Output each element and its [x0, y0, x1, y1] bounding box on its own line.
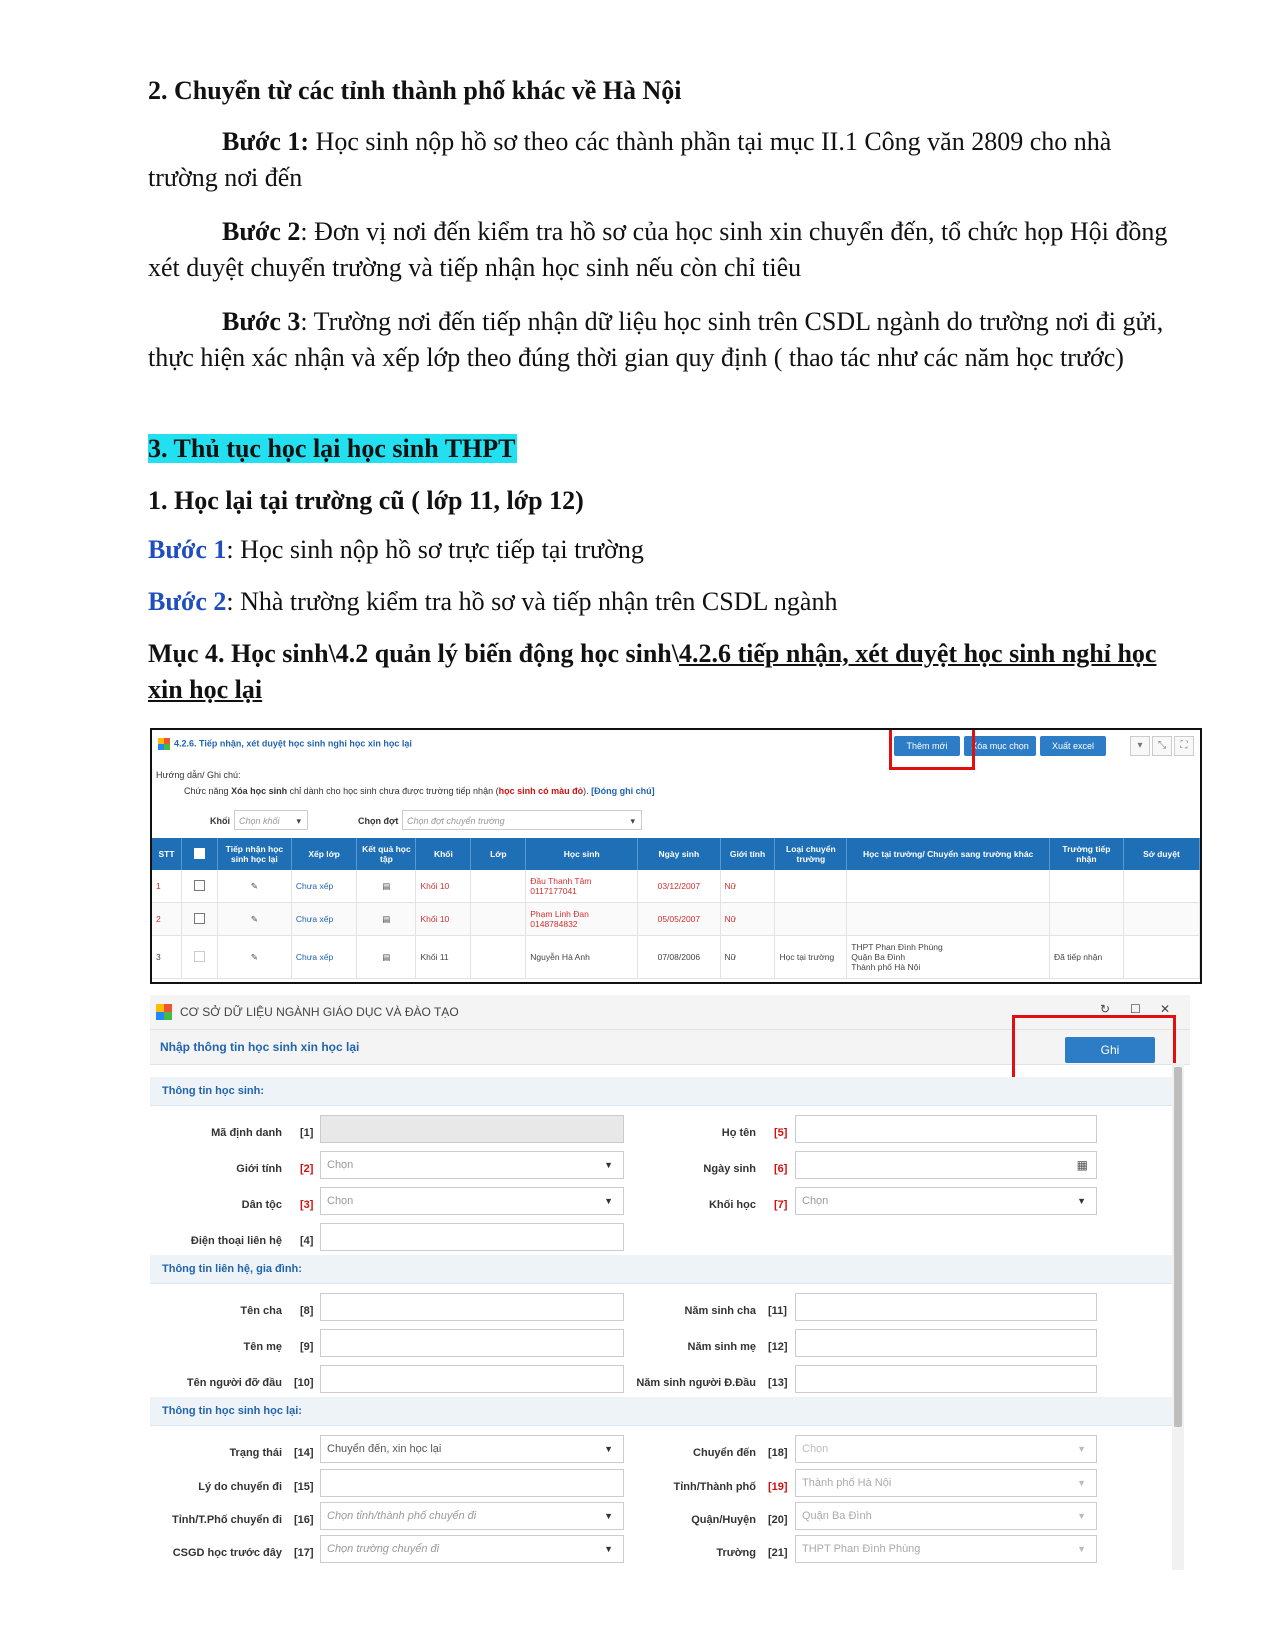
cell-dob: 07/08/2006 — [638, 936, 720, 979]
step-2-paragraph — [148, 214, 1178, 286]
calendar-icon[interactable]: ▦ — [1076, 1158, 1088, 1172]
field-num: [17] — [294, 1547, 314, 1559]
col-header: Loại chuyển trường — [775, 838, 847, 870]
edit-pencil-icon[interactable]: ✎ — [217, 936, 291, 979]
cell-transfer-type — [775, 903, 847, 936]
menu-path — [148, 636, 1188, 708]
delete-selected-button[interactable]: Xóa mục chọn — [964, 736, 1036, 756]
field-num: [4] — [300, 1235, 314, 1247]
province-from-select[interactable] — [320, 1502, 624, 1530]
cell-dept-approval — [1123, 903, 1199, 936]
section-title: Thông tin học sinh: — [162, 1085, 265, 1097]
maximize-icon[interactable]: ☐ — [1130, 1002, 1141, 1016]
cell-class — [471, 903, 526, 936]
cell-stt: 2 — [152, 903, 182, 936]
app-logo-icon — [156, 1004, 172, 1020]
form-scrollbar[interactable] — [1172, 1063, 1184, 1570]
district-select[interactable] — [795, 1502, 1097, 1530]
col-header: Xếp lớp — [291, 838, 356, 870]
col-header: Ngày sinh — [638, 838, 720, 870]
section-relearn-info — [150, 1397, 1172, 1426]
field-label-dob: Ngày sinh — [703, 1163, 756, 1175]
section-family-info — [150, 1255, 1172, 1284]
school-line-1: THPT Phan Đình Phùng — [851, 942, 943, 952]
caret-down-icon: ▾ — [296, 816, 301, 826]
school-line-3: Thành phố Hà Nội — [851, 962, 921, 972]
collapse-icon[interactable]: ⤡ — [1152, 736, 1172, 756]
field-num: [3] — [300, 1199, 314, 1211]
batch-filter-value: Chọn đợt chuyển trường — [407, 816, 505, 826]
field-num: [5] — [774, 1127, 788, 1139]
cell-gender: Nữ — [720, 870, 775, 903]
field-num: [20] — [768, 1514, 788, 1526]
guide-note-title: Hướng dẫn/ Ghi chú: — [156, 770, 241, 780]
field-label-phone: Điện thoại liên hệ — [190, 1235, 282, 1247]
relearn-step-1 — [148, 532, 1178, 568]
field-label-mother: Tên mẹ — [243, 1341, 282, 1353]
cell-dob: 05/05/2007 — [638, 903, 720, 936]
relearn-step-2-text: : Nhà trường kiểm tra hồ sơ và tiếp nhận trên CSDL ngành — [226, 587, 838, 616]
table-header-row — [152, 838, 1200, 870]
cell-transfer-type: Học tại trường — [775, 936, 847, 979]
caret-down-icon: ▼ — [604, 1544, 613, 1554]
step-1-paragraph — [148, 124, 1178, 196]
field-label-grade: Khối học — [708, 1199, 756, 1211]
col-header: Trường tiếp nhận — [1049, 838, 1123, 870]
transfer-to-select[interactable] — [795, 1435, 1097, 1463]
app-title: CƠ SỞ DỮ LIỆU NGÀNH GIÁO DỤC VÀ ĐÀO TẠO — [180, 1005, 459, 1019]
col-header: Khối — [416, 838, 471, 870]
export-excel-button[interactable]: Xuất excel — [1040, 736, 1106, 756]
cell-class-assign[interactable]: Chưa xếp — [291, 870, 356, 903]
mother-name-field[interactable] — [320, 1329, 624, 1357]
close-note-link[interactable]: [Đóng ghi chú] — [591, 786, 655, 796]
relearn-step-2 — [148, 584, 1178, 620]
relearn-step-1-text: : Học sinh nộp hồ sơ trực tiếp tại trường — [226, 535, 644, 564]
district-value: Quận Ba Đình — [802, 1510, 872, 1522]
caret-down-icon: ▼ — [1077, 1196, 1086, 1206]
caret-down-icon: ▼ — [604, 1196, 613, 1206]
grade-filter-label: Khối — [210, 816, 230, 826]
cell-class — [471, 870, 526, 903]
col-header: Sở duyệt — [1123, 838, 1199, 870]
grade-filter-select[interactable] — [234, 810, 308, 830]
field-label-district: Quận/Huyện — [691, 1514, 756, 1526]
field-num: [21] — [768, 1547, 788, 1559]
field-label-transfer-to: Chuyển đến — [693, 1447, 756, 1459]
field-num: [7] — [774, 1199, 788, 1211]
step-3-label: Bước 3 — [222, 307, 301, 336]
refresh-icon[interactable]: ↻ — [1100, 1002, 1111, 1016]
col-header: Lớp — [471, 838, 526, 870]
field-num: [16] — [294, 1514, 314, 1526]
field-label-school: Trường — [716, 1547, 756, 1559]
cell-received — [1049, 903, 1123, 936]
father-name-field[interactable] — [320, 1293, 624, 1321]
field-label-status: Trạng thái — [229, 1447, 282, 1459]
section-heading-2: 2. Chuyển từ các tỉnh thành phố khác về Hà Nội — [148, 76, 682, 105]
field-label-reason: Lý do chuyển đi — [198, 1481, 282, 1493]
field-label-father: Tên cha — [240, 1305, 282, 1317]
caret-down-icon: ▼ — [1077, 1544, 1086, 1554]
fullname-field[interactable] — [795, 1115, 1097, 1143]
batch-filter-select[interactable] — [402, 810, 642, 830]
edit-pencil-icon[interactable]: ✎ — [217, 903, 291, 936]
cell-grade: Khối 11 — [416, 936, 471, 979]
form-title: Nhập thông tin học sinh xin học lại — [160, 1040, 360, 1054]
list-title-text: 4.2.6. Tiếp nhận, xét duyệt học sinh nghỉ học xin học lại — [174, 738, 412, 749]
field-num: [10] — [294, 1377, 314, 1389]
prev-school-select[interactable] — [320, 1535, 624, 1563]
gender-value: Chọn — [327, 1159, 354, 1171]
caret-down-icon: ▼ — [604, 1160, 613, 1170]
fullscreen-icon[interactable]: ⛶ — [1174, 736, 1194, 756]
step-1-text: Học sinh nộp hồ sơ theo các thành phần tại mục II.1 Công văn 2809 cho nhà trường nơi đến — [148, 127, 1112, 192]
note-part-b: Xóa học sinh — [231, 786, 288, 796]
table-row[interactable] — [152, 936, 1200, 979]
cell-student — [526, 870, 638, 903]
cell-gender: Nữ — [720, 903, 775, 936]
student-name: Đầu Thanh Tâm — [530, 876, 592, 886]
cell-school — [847, 870, 1050, 903]
section-heading-3 — [148, 434, 517, 464]
cell-stt: 1 — [152, 870, 182, 903]
highlighted-heading: 3. Thủ tục học lại học sinh THPT — [148, 434, 516, 463]
cell-received — [1049, 870, 1123, 903]
col-header: Học sinh — [526, 838, 638, 870]
cell-student — [526, 936, 638, 979]
relearn-step-1-label: Bước 1 — [148, 535, 227, 564]
caret-down-icon: ▼ — [1077, 1478, 1086, 1488]
form-screenshot — [150, 995, 1190, 1570]
section-title: Thông tin học sinh học lại: — [162, 1405, 302, 1417]
cell-dept-approval — [1123, 870, 1199, 903]
row-checkbox[interactable] — [182, 870, 218, 903]
prev-school-value: Chọn trường chuyển đi — [327, 1543, 440, 1555]
field-label-province: Tỉnh/Thành phố — [673, 1481, 756, 1493]
caret-down-icon: ▼ — [604, 1444, 613, 1454]
results-doc-icon[interactable]: ▤ — [357, 903, 416, 936]
dob-field[interactable] — [795, 1151, 1097, 1179]
ethnicity-value: Chọn — [327, 1195, 354, 1207]
field-label-mother-year: Năm sinh mẹ — [687, 1341, 756, 1353]
grade-value: Chọn — [802, 1195, 829, 1207]
province-value: Thành phố Hà Nội — [802, 1477, 892, 1489]
app-logo-icon — [158, 738, 170, 750]
province-from-value: Chọn tỉnh/thành phố chuyển đi — [327, 1510, 477, 1522]
ethnicity-select[interactable] — [320, 1187, 624, 1215]
scrollbar-thumb[interactable] — [1174, 1067, 1182, 1427]
grade-filter-value: Chọn khối — [239, 816, 280, 826]
reason-field[interactable] — [320, 1469, 624, 1497]
field-label-id: Mã định danh — [211, 1127, 282, 1139]
field-num: [13] — [768, 1377, 788, 1389]
section-student-info — [150, 1077, 1172, 1106]
student-name: Phạm Linh Đan — [530, 909, 589, 919]
row-checkbox[interactable] — [182, 903, 218, 936]
menu-path-prefix: Mục 4. Học sinh\4.2 quản lý biến động học sinh\ — [148, 639, 679, 668]
add-new-button[interactable]: Thêm mới — [894, 736, 960, 756]
status-select[interactable] — [320, 1435, 624, 1463]
student-id: 0117177041 — [530, 886, 577, 896]
student-name: Nguyễn Hà Anh — [530, 952, 590, 962]
mother-year-field[interactable] — [795, 1329, 1097, 1357]
guide-note — [184, 786, 655, 796]
field-label-ethnicity: Dân tộc — [241, 1199, 282, 1211]
cell-stt: 3 — [152, 936, 182, 979]
phone-field[interactable] — [320, 1223, 624, 1251]
transfer-to-value: Chọn — [802, 1443, 829, 1455]
field-label-fullname: Họ tên — [721, 1127, 756, 1139]
field-num: [2] — [300, 1163, 314, 1175]
highlight-box — [1012, 1015, 1176, 1085]
step-1-label: Bước 1: — [222, 127, 310, 156]
caret-down-icon: ▼ — [1077, 1511, 1086, 1521]
field-num: [14] — [294, 1447, 314, 1459]
cell-dob: 03/12/2007 — [638, 870, 720, 903]
cell-school — [847, 903, 1050, 936]
close-icon[interactable]: ✕ — [1160, 1002, 1171, 1016]
guardian-name-field[interactable] — [320, 1365, 624, 1393]
school-line-2: Quận Ba Đình — [851, 952, 906, 962]
cell-class-assign[interactable]: Chưa xếp — [291, 936, 356, 979]
gender-select[interactable] — [320, 1151, 624, 1179]
field-label-gender: Giới tính — [236, 1163, 282, 1175]
field-num: [12] — [768, 1341, 788, 1353]
highlight-box — [889, 728, 975, 770]
caret-down-icon: ▾ — [630, 816, 635, 826]
field-num: [8] — [300, 1305, 314, 1317]
cell-class-assign[interactable]: Chưa xếp — [291, 903, 356, 936]
father-year-field[interactable] — [795, 1293, 1097, 1321]
col-header: Giới tính — [720, 838, 775, 870]
step-2-text: : Đơn vị nơi đến kiểm tra hồ sơ của học sinh xin chuyển đến, tổ chức họp Hội đồng xét duyệt chuyển trường và tiếp nhận học sinh nếu còn chỉ tiêu — [148, 217, 1168, 282]
status-value: Chuyển đến, xin học lại — [327, 1443, 442, 1455]
cell-received: Đã tiếp nhận — [1049, 936, 1123, 979]
col-header: STT — [152, 838, 182, 870]
step-3-text: : Trường nơi đến tiếp nhận dữ liệu học sinh trên CSDL ngành do trường nơi đi gửi, thực hiện xác nhận và xếp lớp theo đúng thời gian quy định ( thao tác như các năm học trước) — [148, 307, 1164, 372]
note-part-a: Chức năng — [184, 786, 232, 796]
save-button[interactable]: Ghi — [1065, 1037, 1155, 1063]
select-all-checkbox[interactable] — [182, 838, 218, 870]
chevron-down-icon[interactable]: ▾ — [1130, 736, 1150, 756]
note-part-e: ). — [583, 786, 589, 796]
cell-class — [471, 936, 526, 979]
note-part-d: học sinh có màu đỏ — [498, 786, 584, 796]
row-checkbox[interactable] — [182, 936, 218, 979]
field-num: [18] — [768, 1447, 788, 1459]
field-label-father-year: Năm sinh cha — [684, 1305, 756, 1317]
field-label-province-from: Tỉnh/T.Phố chuyển đi — [172, 1514, 282, 1526]
field-num: [6] — [774, 1163, 788, 1175]
note-part-c: chỉ dành cho học sinh chưa được trường tiếp nhận ( — [287, 786, 499, 796]
cell-grade: Khối 10 — [416, 870, 471, 903]
table-row[interactable] — [152, 903, 1200, 936]
student-id-field — [320, 1115, 624, 1143]
caret-down-icon: ▼ — [604, 1511, 613, 1521]
school-value: THPT Phan Đình Phùng — [802, 1543, 921, 1555]
menu-path-underlined: 4.2.6 tiếp nhận, xét duyệt học sinh nghỉ học xin học lại — [148, 639, 1157, 704]
field-label-guardian-year: Năm sinh người Đ.Đầu — [636, 1377, 756, 1389]
results-doc-icon[interactable]: ▤ — [357, 870, 416, 903]
field-num: [15] — [294, 1481, 314, 1493]
batch-filter-label: Chọn đợt — [358, 816, 399, 826]
cell-grade: Khối 10 — [416, 903, 471, 936]
subheading-relearn-old-school: 1. Học lại tại trường cũ ( lớp 11, lớp 12) — [148, 486, 584, 515]
field-label-guardian: Tên người đỡ đầu — [186, 1377, 282, 1389]
cell-gender: Nữ — [720, 936, 775, 979]
col-header: Tiếp nhận học sinh học lại — [217, 838, 291, 870]
list-title — [158, 738, 412, 750]
step-2-label: Bước 2 — [222, 217, 301, 246]
cell-student — [526, 903, 638, 936]
field-num: [9] — [300, 1341, 314, 1353]
edit-pencil-icon[interactable]: ✎ — [217, 870, 291, 903]
field-num: [19] — [768, 1481, 788, 1493]
section-title: Thông tin liên hệ, gia đình: — [162, 1263, 302, 1275]
guardian-year-field[interactable] — [795, 1365, 1097, 1393]
col-header: Kết quả học tập — [357, 838, 416, 870]
field-num: [1] — [300, 1127, 314, 1139]
student-id: 0148784832 — [530, 919, 578, 929]
caret-down-icon: ▼ — [1077, 1444, 1086, 1454]
cell-transfer-type — [775, 870, 847, 903]
cell-dept-approval — [1123, 936, 1199, 979]
step-3-paragraph — [148, 304, 1178, 376]
province-select[interactable] — [795, 1469, 1097, 1497]
relearn-step-2-label: Bước 2 — [148, 587, 227, 616]
cell-school — [847, 936, 1050, 979]
table-row[interactable] — [152, 870, 1200, 903]
grade-select[interactable] — [795, 1187, 1097, 1215]
field-num: [11] — [768, 1305, 787, 1317]
col-header: Học tại trường/ Chuyển sang trường khác — [847, 838, 1050, 870]
list-screenshot — [150, 728, 1202, 984]
school-select[interactable] — [795, 1535, 1097, 1563]
results-doc-icon[interactable]: ▤ — [357, 936, 416, 979]
students-table — [152, 838, 1200, 979]
field-label-prev-school: CSGD học trước đây — [172, 1547, 282, 1559]
